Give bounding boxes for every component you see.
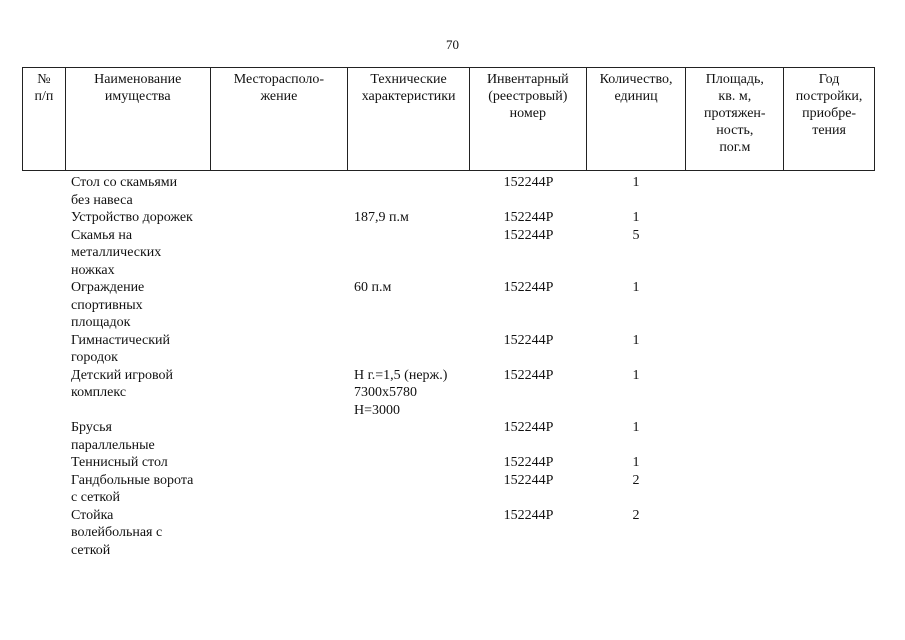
header-tech: Технические характеристики xyxy=(348,68,470,170)
header-quantity: Количество, единиц xyxy=(587,68,687,170)
page-number: 70 xyxy=(446,37,459,52)
cell-location xyxy=(210,367,348,420)
cell-number xyxy=(22,507,65,560)
cell-quantity: 5 xyxy=(632,227,640,243)
header-area: Площадь, кв. м, протяжен- ность, пог.м xyxy=(686,68,784,170)
cell-inventory: 152244Р xyxy=(503,420,554,435)
cell-name: Теннисный стол xyxy=(71,455,168,470)
cell-inventory: 152244Р xyxy=(503,455,554,470)
cell-tech: Н г.=1,5 (нерж.) 7300х5780 Н=3000 xyxy=(354,367,448,418)
cell-number xyxy=(22,227,65,280)
table-row xyxy=(22,454,875,472)
cell-quantity: 1 xyxy=(632,455,640,470)
cell-number xyxy=(22,419,65,454)
cell-quantity: 1 xyxy=(632,332,640,348)
cell-year xyxy=(785,367,875,420)
cell-location xyxy=(210,454,348,472)
cell-name: Детский игровой комплекс xyxy=(71,367,173,400)
cell-tech xyxy=(348,454,470,472)
cell-area xyxy=(687,209,785,227)
table-body xyxy=(22,174,875,559)
cell-area xyxy=(687,227,785,280)
cell-area xyxy=(687,367,785,420)
table-row xyxy=(22,279,875,332)
cell-inventory: 152244Р xyxy=(503,367,554,383)
cell-quantity: 1 xyxy=(632,420,640,435)
cell-inventory: 152244Р xyxy=(503,210,554,225)
header-location: Месторасполо- жение xyxy=(211,68,349,170)
table-row xyxy=(22,174,875,209)
table-row xyxy=(22,332,875,367)
cell-year xyxy=(785,174,875,209)
cell-number xyxy=(22,367,65,420)
cell-location xyxy=(210,472,348,507)
cell-year xyxy=(785,419,875,454)
cell-quantity: 2 xyxy=(632,507,640,523)
cell-quantity: 1 xyxy=(632,175,640,190)
table-row xyxy=(22,419,875,454)
cell-area xyxy=(687,174,785,209)
cell-year xyxy=(785,472,875,507)
cell-location xyxy=(210,209,348,227)
cell-year xyxy=(785,454,875,472)
cell-inventory: 152244Р xyxy=(503,507,554,523)
header-name: Наименование имущества xyxy=(66,68,211,170)
cell-quantity: 1 xyxy=(632,367,640,383)
cell-quantity: 2 xyxy=(632,472,640,488)
cell-area xyxy=(687,472,785,507)
cell-year xyxy=(785,209,875,227)
table-row xyxy=(22,367,875,420)
cell-quantity: 1 xyxy=(632,210,640,225)
cell-name: Гандбольные ворота с сеткой xyxy=(71,472,194,505)
cell-area xyxy=(687,279,785,332)
header-inventory: Инвентарный (реестровый) номер xyxy=(470,68,587,170)
cell-year xyxy=(785,279,875,332)
cell-inventory: 152244Р xyxy=(503,332,554,348)
cell-tech: 187,9 п.м xyxy=(354,210,409,225)
cell-name: Брусья параллельные xyxy=(71,420,155,453)
cell-area xyxy=(687,454,785,472)
cell-area xyxy=(687,507,785,560)
cell-tech xyxy=(348,227,470,280)
cell-location xyxy=(210,174,348,209)
cell-year xyxy=(785,227,875,280)
cell-inventory: 152244Р xyxy=(503,227,554,243)
cell-number xyxy=(22,332,65,367)
cell-location xyxy=(210,332,348,367)
table-row xyxy=(22,507,875,560)
cell-location xyxy=(210,227,348,280)
header-year: Год постройки, приобре- тения xyxy=(795,72,863,138)
cell-number xyxy=(22,174,65,209)
table-header xyxy=(22,67,875,171)
cell-area xyxy=(687,419,785,454)
cell-location xyxy=(210,419,348,454)
table-row xyxy=(22,209,875,227)
cell-tech xyxy=(348,174,470,209)
cell-tech xyxy=(348,472,470,507)
cell-inventory: 152244Р xyxy=(503,175,554,190)
cell-number xyxy=(22,209,65,227)
cell-number xyxy=(22,472,65,507)
cell-name: Стол со скамьями без навеса xyxy=(71,175,178,208)
header-number: № п/п xyxy=(23,68,66,170)
cell-area xyxy=(687,332,785,367)
cell-year xyxy=(785,507,875,560)
table-row xyxy=(22,472,875,507)
cell-number xyxy=(22,279,65,332)
cell-location xyxy=(210,507,348,560)
cell-tech xyxy=(348,332,470,367)
cell-name: Скамья на металлических ножках xyxy=(71,227,162,278)
cell-quantity: 1 xyxy=(632,280,640,295)
cell-tech: 60 п.м xyxy=(354,280,392,295)
cell-tech xyxy=(348,507,470,560)
cell-name: Ограждение спортивных площадок xyxy=(71,280,145,330)
cell-name: Гимнастический городок xyxy=(71,332,171,365)
cell-location xyxy=(210,279,348,332)
cell-year xyxy=(785,332,875,367)
table-row xyxy=(22,227,875,280)
cell-inventory: 152244Р xyxy=(503,472,554,488)
cell-name: Устройство дорожек xyxy=(71,210,193,225)
cell-inventory: 152244Р xyxy=(503,280,554,295)
cell-tech xyxy=(348,419,470,454)
cell-number xyxy=(22,454,65,472)
cell-name: Стойка волейбольная с сеткой xyxy=(71,507,163,558)
